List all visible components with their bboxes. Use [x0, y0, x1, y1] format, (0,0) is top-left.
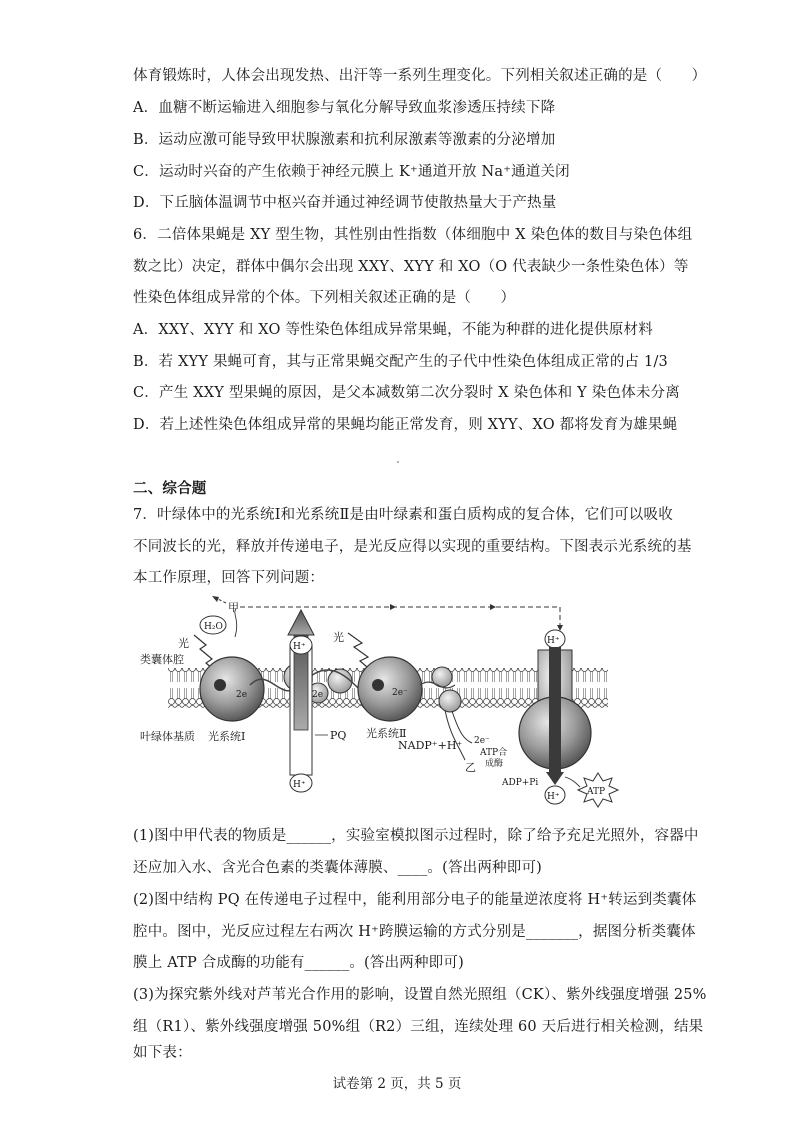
- q7-sub3-line-2: 组（R1）、紫外线强度增强 50%组（R2）三组，连续处理 60 天后进行相关检测，结果: [133, 1019, 704, 1035]
- section-title: 二、综合题: [133, 481, 207, 497]
- label-light-1: 光: [178, 637, 189, 650]
- label-yi: 乙: [465, 761, 476, 774]
- label-h-pq-top: H⁺: [293, 642, 306, 652]
- photosystem-diagram: [140, 585, 640, 815]
- label-h-atp-top: H⁺: [547, 636, 560, 646]
- page-footer: 试卷第 2 页，共 5 页: [332, 1076, 462, 1092]
- label-lumen: 类囊体腔: [140, 653, 184, 666]
- q6-option-c: C．产生 XXY 型果蝇的原因，是父本减数第二次分裂时 X 染色体和 Y 染色体未分离: [133, 385, 680, 401]
- q6-option-b: B．若 XYY 果蝇可育，其与正常果蝇交配产生的子代中性染色体组成正常的占 1/3: [133, 354, 668, 370]
- label-2e-nadp: 2e⁻: [474, 736, 490, 746]
- dashed-path: [240, 607, 560, 627]
- atp-synthase-shaft: [549, 647, 561, 772]
- label-stroma: 叶绿体基质: [140, 730, 195, 743]
- pq-arrow-head: [288, 610, 314, 635]
- label-2e-left: 2e: [236, 690, 248, 700]
- q6-option-a: A．XXY、XYY 和 XO 等性染色体组成异常果蝇，不能为种群的进化提供原材料: [133, 322, 653, 338]
- q5-option-d: D．下丘脑体温调节中枢兴奋并通过神经调节使散热量大于产热量: [133, 195, 557, 211]
- label-light-2: 光: [333, 631, 344, 644]
- q5-option-a: A．血糖不断运输进入细胞参与氧化分解导致血浆渗透压持续下降: [133, 100, 556, 116]
- q7-sub2-line-2: 腔中。图中，光反应过程左右两次 H⁺跨膜运输的方式分别是_______，据图分析类囊体: [133, 924, 696, 940]
- q7-intro-line-3: 本工作原理，回答下列问题：: [133, 570, 325, 586]
- label-pq: PQ: [330, 729, 347, 742]
- label-ps1: 光系统Ⅰ: [208, 730, 246, 743]
- label-adp: ADP+Pi: [502, 778, 539, 788]
- q7-sub1-line-1: (1)图中甲代表的物质是______，实验室模拟图示过程时，除了给予充足光照外，容器中: [133, 828, 699, 844]
- photosystem-right: [358, 657, 422, 721]
- q7-sub3-line-1: (3)为探究紫外线对芦苇光合作用的影响，设置自然光照组（CK）、紫外线强度增强 25%: [133, 987, 707, 1003]
- label-h-atp-bottom: H⁺: [547, 792, 560, 802]
- q5-option-c: C．运动时兴奋的产生依赖于神经元膜上 K⁺通道开放 Na⁺通道关闭: [133, 164, 570, 180]
- label-ps2: 光系统Ⅱ: [366, 727, 407, 740]
- q7-sub1-line-2: 还应加入水、含光合色素的类囊体薄膜、____。(答出两种即可): [133, 860, 543, 876]
- q5-option-b: B．运动应激可能导致甲状腺激素和抗利尿激素等激素的分泌增加: [133, 132, 556, 148]
- q6-stem-line-1: 6．二倍体果蝇是 XY 型生物，其性别由性指数（体细胞中 X 染色体的数目与染色体组: [133, 227, 693, 243]
- q5-stem: 体育锻炼时，人体会出现发热、出汗等一系列生理变化。下列相关叙述正确的是（ ）: [133, 68, 707, 84]
- label-2e-mid: 2e: [312, 690, 324, 700]
- label-nadp: NADP⁺+H⁺: [398, 739, 463, 752]
- label-h-pq-bottom: H⁺: [293, 780, 306, 790]
- q6-stem-line-2: 数之比）决定，群体中偶尔会出现 XXY、XYY 和 XO（O 代表缺少一条性染色体）等: [133, 259, 689, 275]
- label-atp: ATP: [587, 787, 606, 797]
- label-h2o: H₂O: [204, 622, 223, 632]
- q6-option-d: D．若上述性染色体组成异常的果蝇均能正常发育，则 XYY、XO 都将发育为雄果蝇: [133, 417, 678, 433]
- q7-sub3-line-3: 如下表：: [133, 1045, 192, 1061]
- label-atp-synthase-2: 成酶: [485, 759, 504, 769]
- stray-dot: [397, 461, 399, 463]
- photosystem-left: [200, 657, 264, 721]
- q7-intro-line-1: 7．叶绿体中的光系统Ⅰ和光系统Ⅱ是由叶绿素和蛋白质构成的复合体，它们可以吸收: [133, 507, 673, 523]
- label-2e-right: 2e⁻: [392, 688, 408, 698]
- q7-intro-line-2: 不同波长的光，释放并传递电子，是光反应得以实现的重要结构。下图表示光系统的基: [133, 539, 692, 555]
- label-jia: 甲: [228, 601, 239, 614]
- q7-sub2-line-1: (2)图中结构 PQ 在传递电子过程中，能利用部分电子的能量逆浓度将 H⁺转运到类囊体: [133, 892, 697, 908]
- q6-stem-line-3: 性染色体组成异常的个体。下列相关叙述正确的是（ ）: [133, 290, 516, 306]
- q7-sub2-line-3: 膜上 ATP 合成酶的功能有______。(答出两种即可): [133, 955, 464, 971]
- label-atp-synthase-1: ATP合: [480, 748, 508, 758]
